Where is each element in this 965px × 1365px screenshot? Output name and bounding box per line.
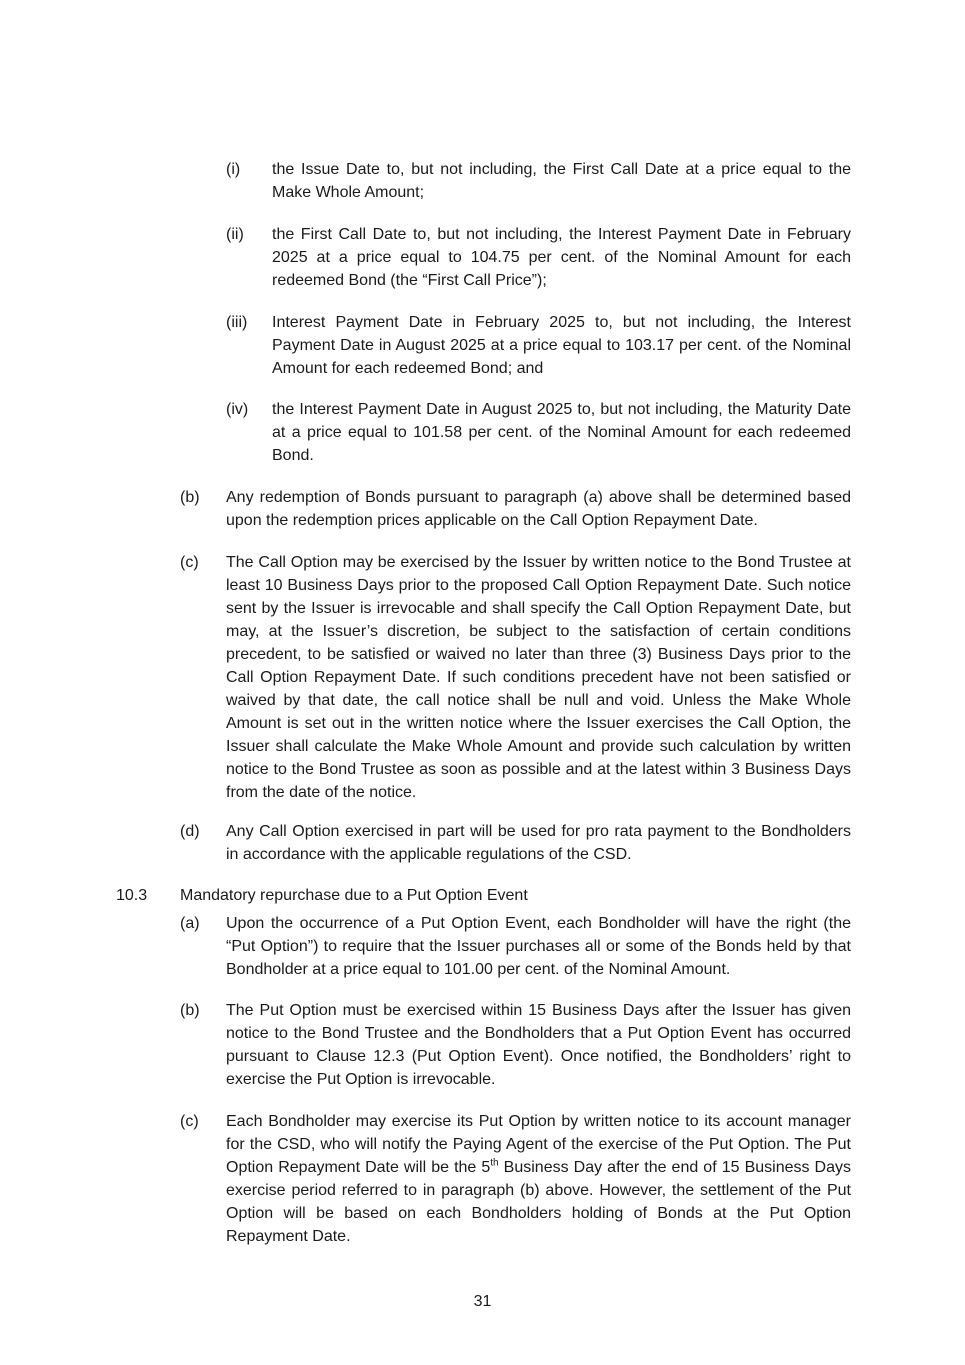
- section-title: Mandatory repurchase due to a Put Option Event: [180, 887, 528, 904]
- list-item-text: the First Call Date to, but not including, the Interest Payment Date in February 2025 at a price equal to 104.75 per cent. of the Nominal Amount for each redeemed Bond (the “First Call Price”);: [272, 226, 851, 289]
- paragraph-text-part: Business Day after the end of 15 Business Days exercise period referred to in paragraph (b) above. However, the settlement of the Put Option will be based on each Bondholders holding of Bonds at the Put Option Repayment Date.: [226, 1159, 851, 1245]
- paragraph-d-call: [180, 820, 851, 866]
- paragraph-text: Any Call Option exercised in part will be used for pro rata payment to the Bondholders in accordance with the applicable regulations of the CSD.: [226, 823, 851, 863]
- list-item-text: Interest Payment Date in February 2025 to, but not including, the Interest Payment Date in August 2025 at a price equal to 103.17 per cent. of the Nominal Amount for each redeemed Bond; and: [272, 314, 851, 377]
- paragraph-text: Upon the occurrence of a Put Option Event, each Bondholder will have the right (the “Put Option”) to require that the Issuer purchases all or some of the Bonds held by that Bondholder at a price equal to 101.00 per cent. of the Nominal Amount.: [226, 915, 851, 978]
- paragraph-text-part: Each Bondholder may exercise its Put Option by written notice to its account manager for the CSD, who will notify the Paying Agent of the exercise of the Put Option. The Put Option Repayment Date will be the 5: [226, 1113, 851, 1176]
- list-item-text: the Interest Payment Date in August 2025 to, but not including, the Maturity Date at a price equal to 101.58 per cent. of the Nominal Amount for each redeemed Bond.: [272, 401, 851, 464]
- paragraph-label: (d): [180, 823, 200, 840]
- paragraph-label: (c): [180, 554, 199, 571]
- paragraph-label: (c): [180, 1113, 199, 1130]
- list-item-text: the Issue Date to, but not including, the First Call Date at a price equal to the Make Whole Amount;: [272, 161, 851, 201]
- list-item-label: (iv): [226, 401, 249, 418]
- paragraph-a-put: [180, 912, 851, 981]
- paragraph-b-call: [180, 486, 851, 532]
- paragraph-text: The Call Option may be exercised by the Issuer by written notice to the Bond Trustee at least 10 Business Days prior to the proposed Call Option Repayment Date. Such notice sent by the Issuer is irrevocable and shall specify the Call Option Repayment Date, but may, at the Issuer’s discretion, be subject to the satisfaction of certain conditions precedent, to be satisfied or waived no later than three (3) Business Days prior to the Call Option Repayment Date. If such conditions precedent have not been satisfied or waived by that date, the call notice shall be null and void. Unless the Make Whole Amount is set out in the written notice where the Issuer exercises the Call Option, the Issuer shall calculate the Make Whole Amount and provide such calculation by written notice to the Bond Trustee as soon as possible and at the latest within 3 Business Days from the date of the notice.: [226, 554, 851, 801]
- list-item-label: (ii): [226, 226, 244, 243]
- paragraph-label: (b): [180, 489, 200, 506]
- superscript: th: [490, 1157, 499, 1169]
- list-item-label: (iii): [226, 314, 248, 331]
- paragraph-text: Any redemption of Bonds pursuant to paragraph (a) above shall be determined based upon the redemption prices applicable on the Call Option Repayment Date.: [226, 489, 851, 529]
- paragraph-b-put: [180, 999, 851, 1091]
- list-item-label: (i): [226, 161, 241, 178]
- paragraph-label: (a): [180, 915, 200, 932]
- list-item-ii: [226, 223, 851, 292]
- list-item-iv: [226, 398, 851, 467]
- paragraph-c-put: [180, 1110, 851, 1248]
- list-item-i: [226, 158, 851, 204]
- paragraph-c-call: [180, 551, 851, 804]
- paragraph-text: The Put Option must be exercised within 15 Business Days after the Issuer has given notice to the Bond Trustee and the Bondholders that a Put Option Event has occurred pursuant to Clause 12.3 (Put Option Event). Once notified, the Bondholders’ right to exercise the Put Option is irrevocable.: [226, 1002, 851, 1088]
- paragraph-label: (b): [180, 1002, 200, 1019]
- section-number: 10.3: [116, 887, 148, 904]
- page-number: 31: [473, 1293, 492, 1310]
- list-item-iii: [226, 311, 851, 380]
- section-heading: [116, 884, 528, 907]
- paragraph-text: [226, 1110, 851, 1248]
